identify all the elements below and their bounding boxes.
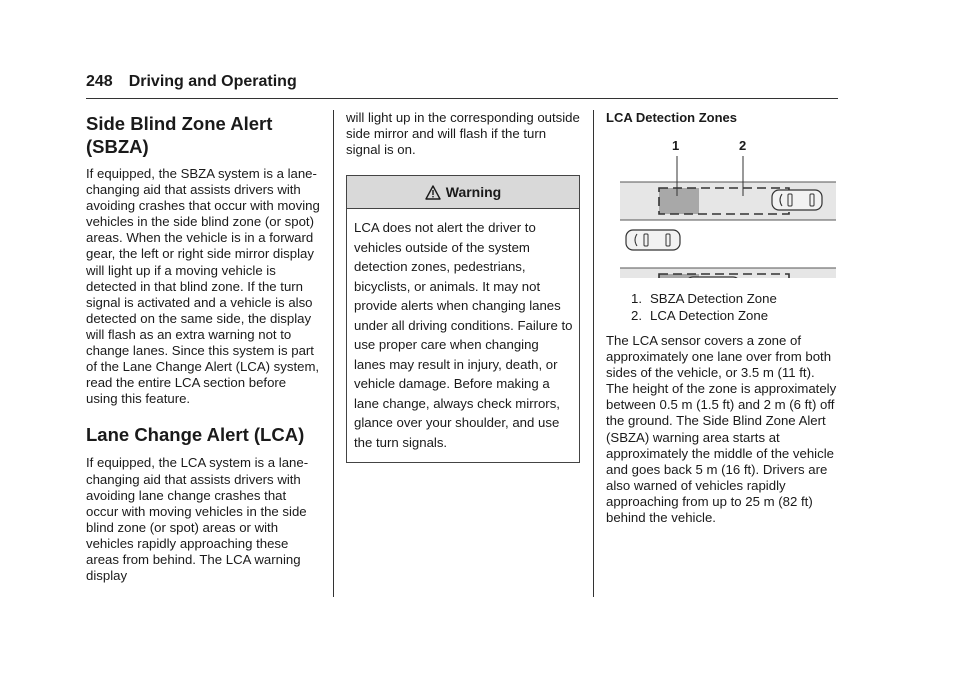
sbza-zone-top bbox=[659, 188, 699, 214]
section-title: Driving and Operating bbox=[128, 73, 297, 90]
paragraph-lca-sensor: The LCA sensor covers a zone of approximately one lane over from both sides of the vehicle, or 3.5 m (11 ft). The height of the zone is approximately between 0.5 m (1.5 ft) and 2 m (6 ft) off the ground. The Side Blind Zone Alert (SBZA) warning area starts at approximately the middle of the vehicle and goes back 5 m (16 ft). Drivers are also warned of vehicles rapidly approaching from up to 25 m (82 ft) behind the vehicle. bbox=[606, 333, 837, 526]
page-number: 248 bbox=[86, 73, 113, 90]
warning-text: LCA does not alert the driver to vehicles outside of the system detection zones, pedestrians, bicyclists, or animals. It may not provide alerts when changing lanes under all driving conditions. Failure to use proper care when changing lanes may result in injury, death, or vehicle damage. Before making a lane change, always check mirrors, glance over your shoulder, and use the turn signals. bbox=[354, 220, 573, 450]
paragraph-sbza: If equipped, the SBZA system is a lane-changing aid that assists drivers with avoiding crashes that occur with moving vehicles in the side blind zone (or spot) areas. When the vehicle is in a forward gear, the left or right side mirror display will light up if a moving vehicle is detected in that blind zone. If the turn signal is activated and a vehicle is also detected on the same side, the display will flash as an extra warning not to change lanes. Since this system is part of the Lane Change Alert (LCA) system, read the entire LCA section before using this feature. bbox=[86, 166, 320, 407]
column-1 bbox=[86, 110, 320, 584]
figure-captions bbox=[606, 290, 840, 324]
heading-lca: Lane Change Alert (LCA) bbox=[86, 424, 305, 446]
car-icon bbox=[772, 190, 822, 210]
lca-diagram bbox=[620, 148, 836, 278]
callout-label-1: 1 bbox=[672, 138, 680, 153]
column-2 bbox=[346, 110, 580, 463]
warning-header bbox=[347, 176, 579, 209]
caption-item: 2. LCA Detection Zone bbox=[631, 308, 769, 323]
paragraph-continued: will light up in the corresponding outside side mirror and will flash if the turn signal is on. bbox=[346, 110, 580, 158]
page-header bbox=[86, 72, 838, 99]
column-divider bbox=[333, 110, 334, 597]
warning-title: Warning bbox=[445, 184, 502, 201]
caption-item: 1. SBZA Detection Zone bbox=[631, 291, 777, 306]
figure-title: LCA Detection Zones bbox=[606, 110, 737, 125]
car-icon bbox=[686, 277, 740, 278]
warning-triangle-icon bbox=[425, 185, 441, 200]
warning-box bbox=[346, 175, 580, 463]
column-3 bbox=[606, 110, 840, 526]
heading-sbza: Side Blind Zone Alert (SBZA) bbox=[86, 113, 273, 157]
callout-label-2: 2 bbox=[739, 138, 747, 153]
paragraph-lca: If equipped, the LCA system is a lane-changing aid that assists drivers with avoiding lane change crashes that occur with moving vehicles in the side blind zone (or spot) areas or with vehicles rapidly approaching these areas from behind. The LCA warning display bbox=[86, 455, 309, 584]
lca-detection-zones-figure bbox=[620, 138, 836, 278]
column-divider bbox=[593, 110, 594, 597]
host-vehicle-icon bbox=[626, 230, 680, 250]
